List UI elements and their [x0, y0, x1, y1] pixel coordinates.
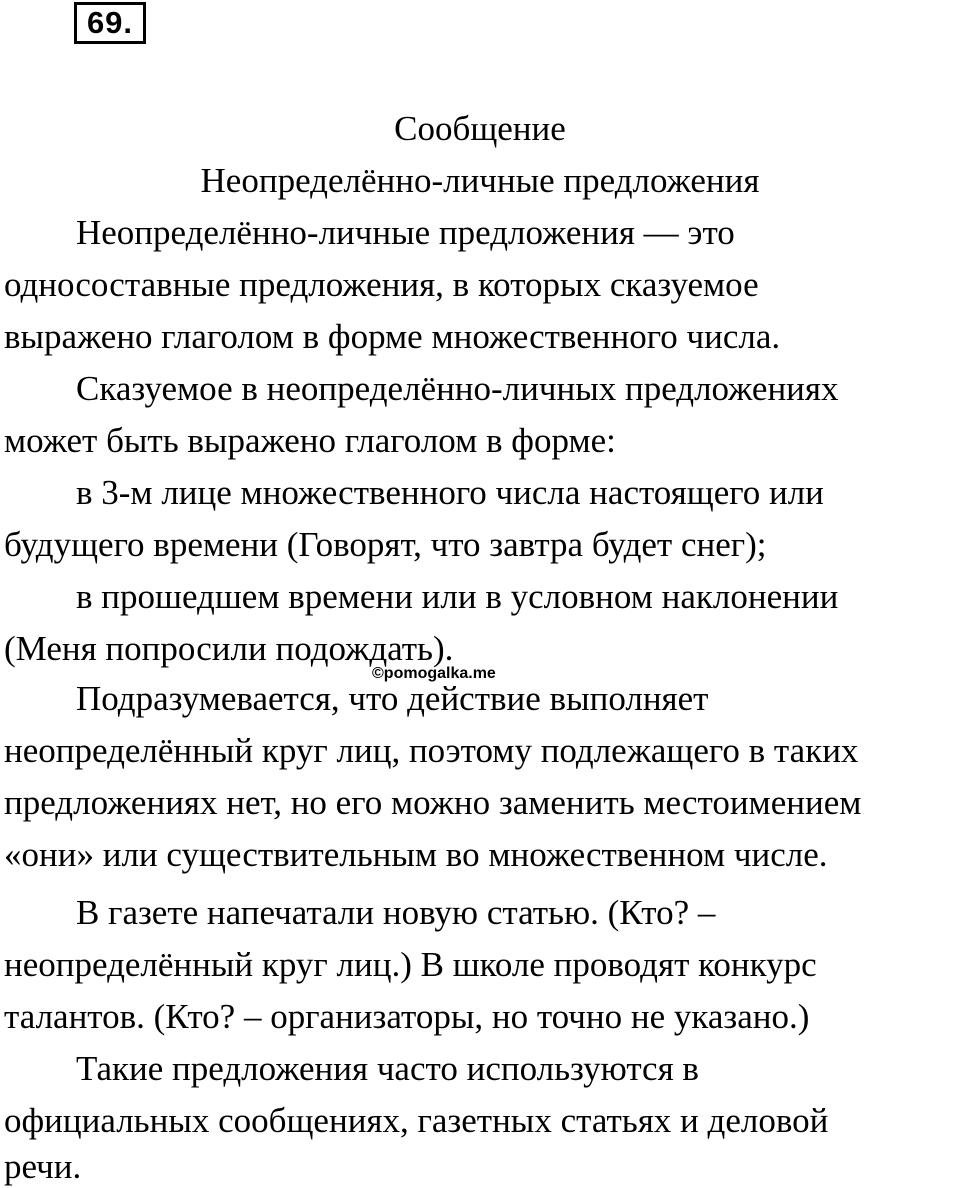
paragraph-line: (Меня попросили подождать). — [4, 629, 454, 668]
paragraph-line: официальных сообщениях, газетных статьях и деловой — [4, 1101, 829, 1140]
paragraph-line: Сказуемое в неопределённо-личных предложениях — [76, 369, 839, 408]
paragraph-line: речи. — [4, 1147, 82, 1186]
paragraph-line: может быть выражено глаголом в форме: — [4, 421, 616, 460]
paragraph-line: в 3-м лице множественного числа настоящего или — [76, 473, 824, 512]
paragraph-line: будущего времени (Говорят, что завтра будет снег); — [4, 525, 767, 564]
paragraph-line: талантов. (Кто? – организаторы, но точно не указано.) — [4, 997, 810, 1036]
paragraph-line: неопределённый круг лиц, поэтому подлежащего в таких — [4, 731, 859, 770]
paragraph-line: выражено глаголом в форме множественного числа. — [4, 317, 781, 356]
page-title: Сообщение — [394, 109, 566, 148]
paragraph-line: односоставные предложения, в которых сказуемое — [4, 265, 759, 304]
page-subtitle: Неопределённо-личные предложения — [200, 161, 760, 200]
paragraph-line: В газете напечатали новую статью. (Кто? – — [76, 893, 716, 932]
watermark: ©pomogalka.me — [372, 665, 496, 682]
paragraph-line: Такие предложения часто используются в — [76, 1049, 699, 1088]
paragraph-line: в прошедшем времени или в условном наклонении — [76, 577, 839, 616]
paragraph-line: «они» или существительным во множественном числе. — [4, 835, 828, 874]
paragraph-line: предложениях нет, но его можно заменить местоимением — [4, 783, 862, 822]
paragraph-line: неопределённый круг лиц.) В школе проводят конкурс — [4, 945, 817, 984]
paragraph-line: Подразумевается, что действие выполняет — [76, 679, 709, 718]
paragraph-line: Неопределённо-личные предложения — это — [76, 213, 735, 252]
task-number-box: 69. — [74, 2, 146, 44]
